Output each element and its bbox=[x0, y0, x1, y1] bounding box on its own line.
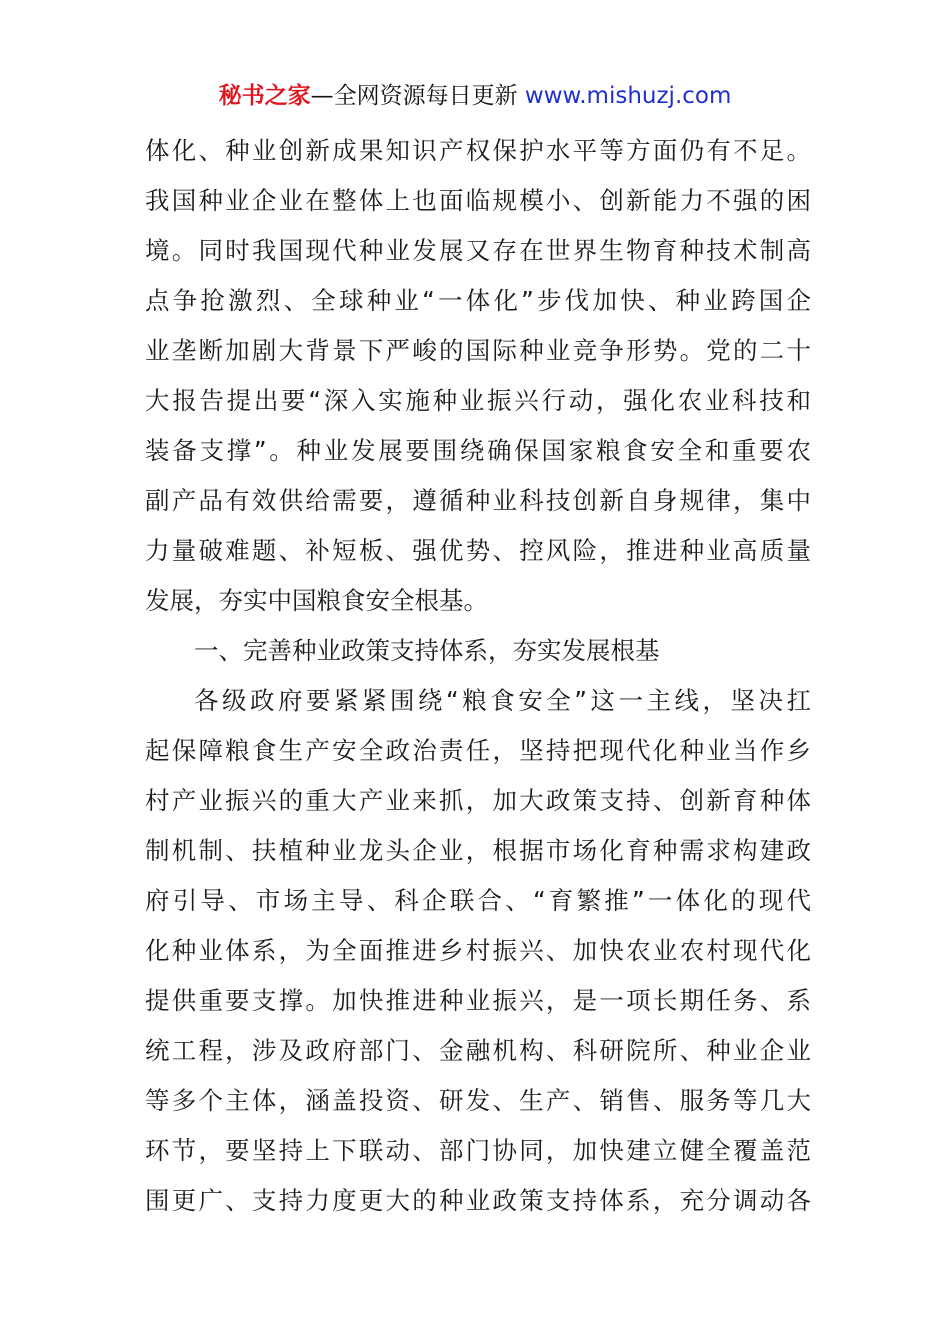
brand-name: 秘书之家 bbox=[218, 83, 311, 109]
text-line: 业垄断加剧大背景下严峻的国际种业竞争形势。党的二十 bbox=[145, 336, 811, 365]
text-line: 统工程，涉及政府部门、金融机构、科研院所、种业企业 bbox=[145, 1036, 811, 1065]
text-line: 装备支撑”。种业发展要围绕确保国家粮食安全和重要农 bbox=[145, 436, 811, 465]
section-heading: 一、完善种业政策支持体系，夯实发展根基 bbox=[194, 636, 660, 665]
text-line: 府引导、市场主导、科企联合、“育繁推”一体化的现代 bbox=[145, 886, 811, 915]
text-line: 各级政府要紧紧围绕“粮食安全”这一主线，坚决扛 bbox=[194, 686, 811, 715]
text-line: 副产品有效供给需要，遵循种业科技创新自身规律，集中 bbox=[145, 486, 811, 515]
text-line: 大报告提出要“深入实施种业振兴行动，强化农业科技和 bbox=[145, 386, 811, 415]
text-line: 等多个主体，涵盖投资、研发、生产、销售、服务等几大 bbox=[145, 1086, 811, 1115]
text-line: 村产业振兴的重大产业来抓，加大政策支持、创新育种体 bbox=[145, 786, 811, 815]
text-line: 围更广、支持力度更大的种业政策支持体系，充分调动各 bbox=[145, 1186, 811, 1215]
text-line: 起保障粮食生产安全政治责任，坚持把现代化种业当作乡 bbox=[145, 736, 811, 765]
text-line: 化种业体系，为全面推进乡村振兴、加快农业农村现代化 bbox=[145, 936, 811, 965]
text-line: 体化、种业创新成果知识产权保护水平等方面仍有不足。 bbox=[145, 136, 811, 165]
text-line: 制机制、扶植种业龙头企业，根据市场化育种需求构建政 bbox=[145, 836, 811, 865]
text-line: 发展，夯实中国粮食安全根基。 bbox=[145, 586, 488, 615]
text-line: 力量破难题、补短板、强优势、控风险，推进种业高质量 bbox=[145, 536, 811, 565]
text-line: 环节，要坚持上下联动、部门协同，加快建立健全覆盖范 bbox=[145, 1136, 811, 1165]
text-line: 境。同时我国现代种业发展又存在世界生物育种技术制高 bbox=[145, 236, 811, 265]
text-line: 提供重要支撑。加快推进种业振兴，是一项长期任务、系 bbox=[145, 986, 811, 1015]
text-line: 点争抢激烈、全球种业“一体化”步伐加快、种业跨国企 bbox=[145, 286, 811, 315]
text-line: 我国种业企业在整体上也面临规模小、创新能力不强的困 bbox=[145, 186, 811, 215]
document-body bbox=[145, 126, 811, 1226]
page-header bbox=[0, 80, 950, 112]
site-url[interactable]: www.mishuzj.com bbox=[524, 83, 732, 109]
header-tagline: —全网资源每日更新 bbox=[310, 83, 525, 109]
